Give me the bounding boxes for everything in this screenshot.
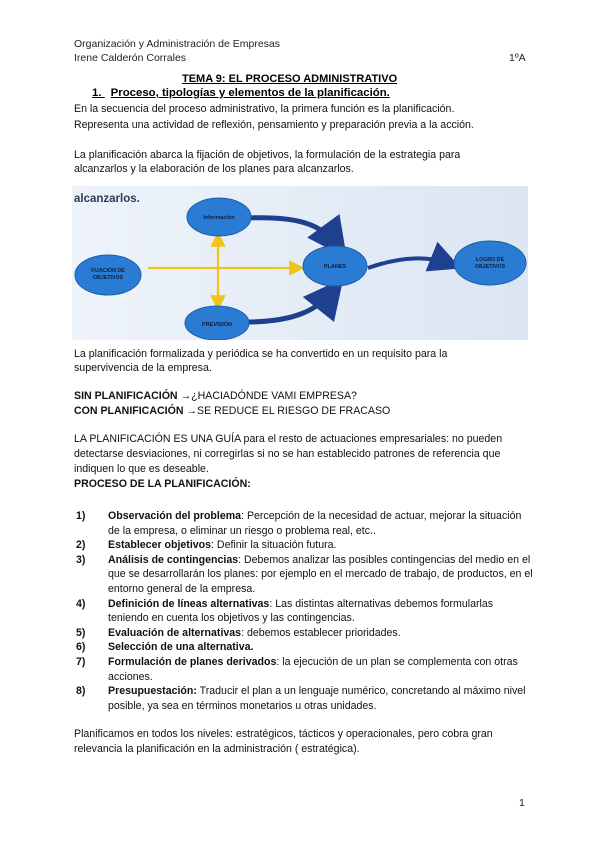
list-item bbox=[76, 597, 536, 626]
class-group: 1ºA bbox=[509, 52, 526, 64]
planning-diagram bbox=[72, 186, 528, 340]
with-planning bbox=[74, 405, 390, 419]
node-logro-objetivos bbox=[454, 241, 526, 285]
step-text: : Definir la situación futura. bbox=[211, 539, 337, 552]
process-steps-list bbox=[76, 509, 536, 713]
diagram-caption: alcanzarlos. bbox=[74, 193, 140, 205]
step-term: Observación del problema bbox=[108, 510, 242, 522]
node-informacion-label: Información bbox=[203, 215, 235, 221]
page-number: 1 bbox=[519, 797, 525, 809]
step-term: Evaluación de alternativas bbox=[108, 626, 242, 639]
step-number: 5) bbox=[76, 626, 86, 639]
with-planning-text: →SE REDUCE EL RIESGO DE FRACASO bbox=[186, 405, 391, 417]
step-text: : la ejecución de un plan se complementa con otras acciones. bbox=[108, 655, 518, 683]
step-text: : Debemos analizar las posibles contingencias del medio en el que se desarrollarán los planes: por ejemplo en el mercado de trabajo, de productos, en el entorno general de la empresa. bbox=[108, 553, 533, 595]
without-planning bbox=[74, 390, 357, 404]
closing-line-2: relevancia la planificación en la administración ( estratégica). bbox=[74, 743, 360, 755]
step-term: Formulación de planes derivados bbox=[108, 655, 277, 668]
formalized-line-1: La planificación formalizada y periódica se ha convertido en un requisito para la bbox=[74, 348, 448, 360]
step-number: 8) bbox=[76, 685, 86, 698]
section-title: Proceso, tipologías y elementos de la planificación. bbox=[110, 87, 390, 99]
node-planes-label: PLANES bbox=[323, 264, 347, 270]
step-number: 3) bbox=[76, 553, 86, 566]
without-planning-label: SIN PLANIFICACIÓN bbox=[74, 390, 178, 402]
step-number: 2) bbox=[76, 539, 86, 552]
step-number: 4) bbox=[76, 597, 86, 610]
process-heading: PROCESO DE LA PLANIFICACIÓN: bbox=[74, 478, 251, 490]
step-text: Traducir el plan a un lenguaje numérico, concretando al máximo nivel posible, ya sea en términos monetarios u otras unidades. bbox=[108, 685, 526, 712]
step-term: Análisis de contingencias bbox=[108, 553, 239, 566]
guide-line-3: indiquen lo que es deseable. bbox=[74, 463, 209, 475]
step-term: Definición de líneas alternativas bbox=[108, 597, 270, 610]
guide-line-2: detectarse desviaciones, ni corregirlas si no se han establecido patrones de referencia que bbox=[74, 448, 501, 460]
intro-line-1: En la secuencia del proceso administrativo, la primera función es la planificación. bbox=[74, 103, 455, 115]
closing-line-1: Planificamos en todos los niveles: estratégicos, tácticos y operacionales, pero cobra gran bbox=[74, 728, 493, 740]
step-text: : Las distintas alternativas debemos formularlas teniendo en cuenta los objetivos y las contingencias. bbox=[108, 597, 494, 625]
list-item bbox=[76, 684, 536, 713]
list-item bbox=[76, 509, 536, 538]
step-number: 6) bbox=[76, 641, 86, 654]
planning-definition-line-2: alcanzarlos y la elaboración de los planes para alcanzarlos. bbox=[74, 163, 354, 175]
step-number: 7) bbox=[76, 655, 86, 668]
step-text: : Percepción de la necesidad de actuar, mejorar la situación de la empresa, o eliminar un riesgo o problema real, etc.. bbox=[108, 510, 522, 537]
intro-line-2: Representa una actividad de reflexión, pensamiento y preparación previa a la acción. bbox=[74, 119, 474, 131]
guide-line-1: LA PLANIFICACIÓN ES UNA GUÍA para el resto de actuaciones empresariales: no pueden bbox=[74, 433, 503, 445]
course-name: Organización y Administración de Empresas bbox=[74, 38, 281, 50]
node-logro-label-1: LOGRO DE bbox=[475, 257, 505, 263]
document-title: TEMA 9: EL PROCESO ADMINISTRATIVO bbox=[182, 73, 398, 85]
list-item bbox=[76, 640, 536, 655]
node-fijacion-label-1: FIJACIÓN DE bbox=[91, 268, 125, 274]
step-term: Establecer objetivos bbox=[108, 539, 212, 552]
planning-diagram-svg bbox=[72, 186, 528, 340]
formalized-line-2: supervivencia de la empresa. bbox=[74, 362, 212, 374]
with-planning-label: CON PLANIFICACIÓN bbox=[74, 405, 184, 417]
node-logro-label-2: OBJETIVOS bbox=[474, 264, 506, 270]
list-item bbox=[76, 626, 536, 641]
step-number: 1) bbox=[76, 510, 86, 522]
step-term: Presupuestación: bbox=[108, 685, 197, 698]
list-item bbox=[76, 553, 536, 597]
section-number: 1. bbox=[92, 87, 102, 99]
step-term: Selección de una alternativa. bbox=[108, 641, 254, 654]
node-fijacion-label-2: OBJETIVOS bbox=[92, 275, 124, 281]
author-name: Irene Calderón Corrales bbox=[74, 52, 187, 64]
list-item bbox=[76, 538, 536, 553]
section-heading bbox=[92, 87, 390, 99]
planning-definition-line-1: La planificación abarca la fijación de objetivos, la formulación de la estrategia para bbox=[74, 149, 461, 161]
node-prevision-label: PREVISIÓN bbox=[202, 322, 232, 328]
list-item bbox=[76, 655, 536, 684]
step-text: : debemos establecer prioridades. bbox=[241, 626, 401, 639]
without-planning-text: →¿HACIADÓNDE VAMI EMPRESA? bbox=[180, 390, 357, 402]
